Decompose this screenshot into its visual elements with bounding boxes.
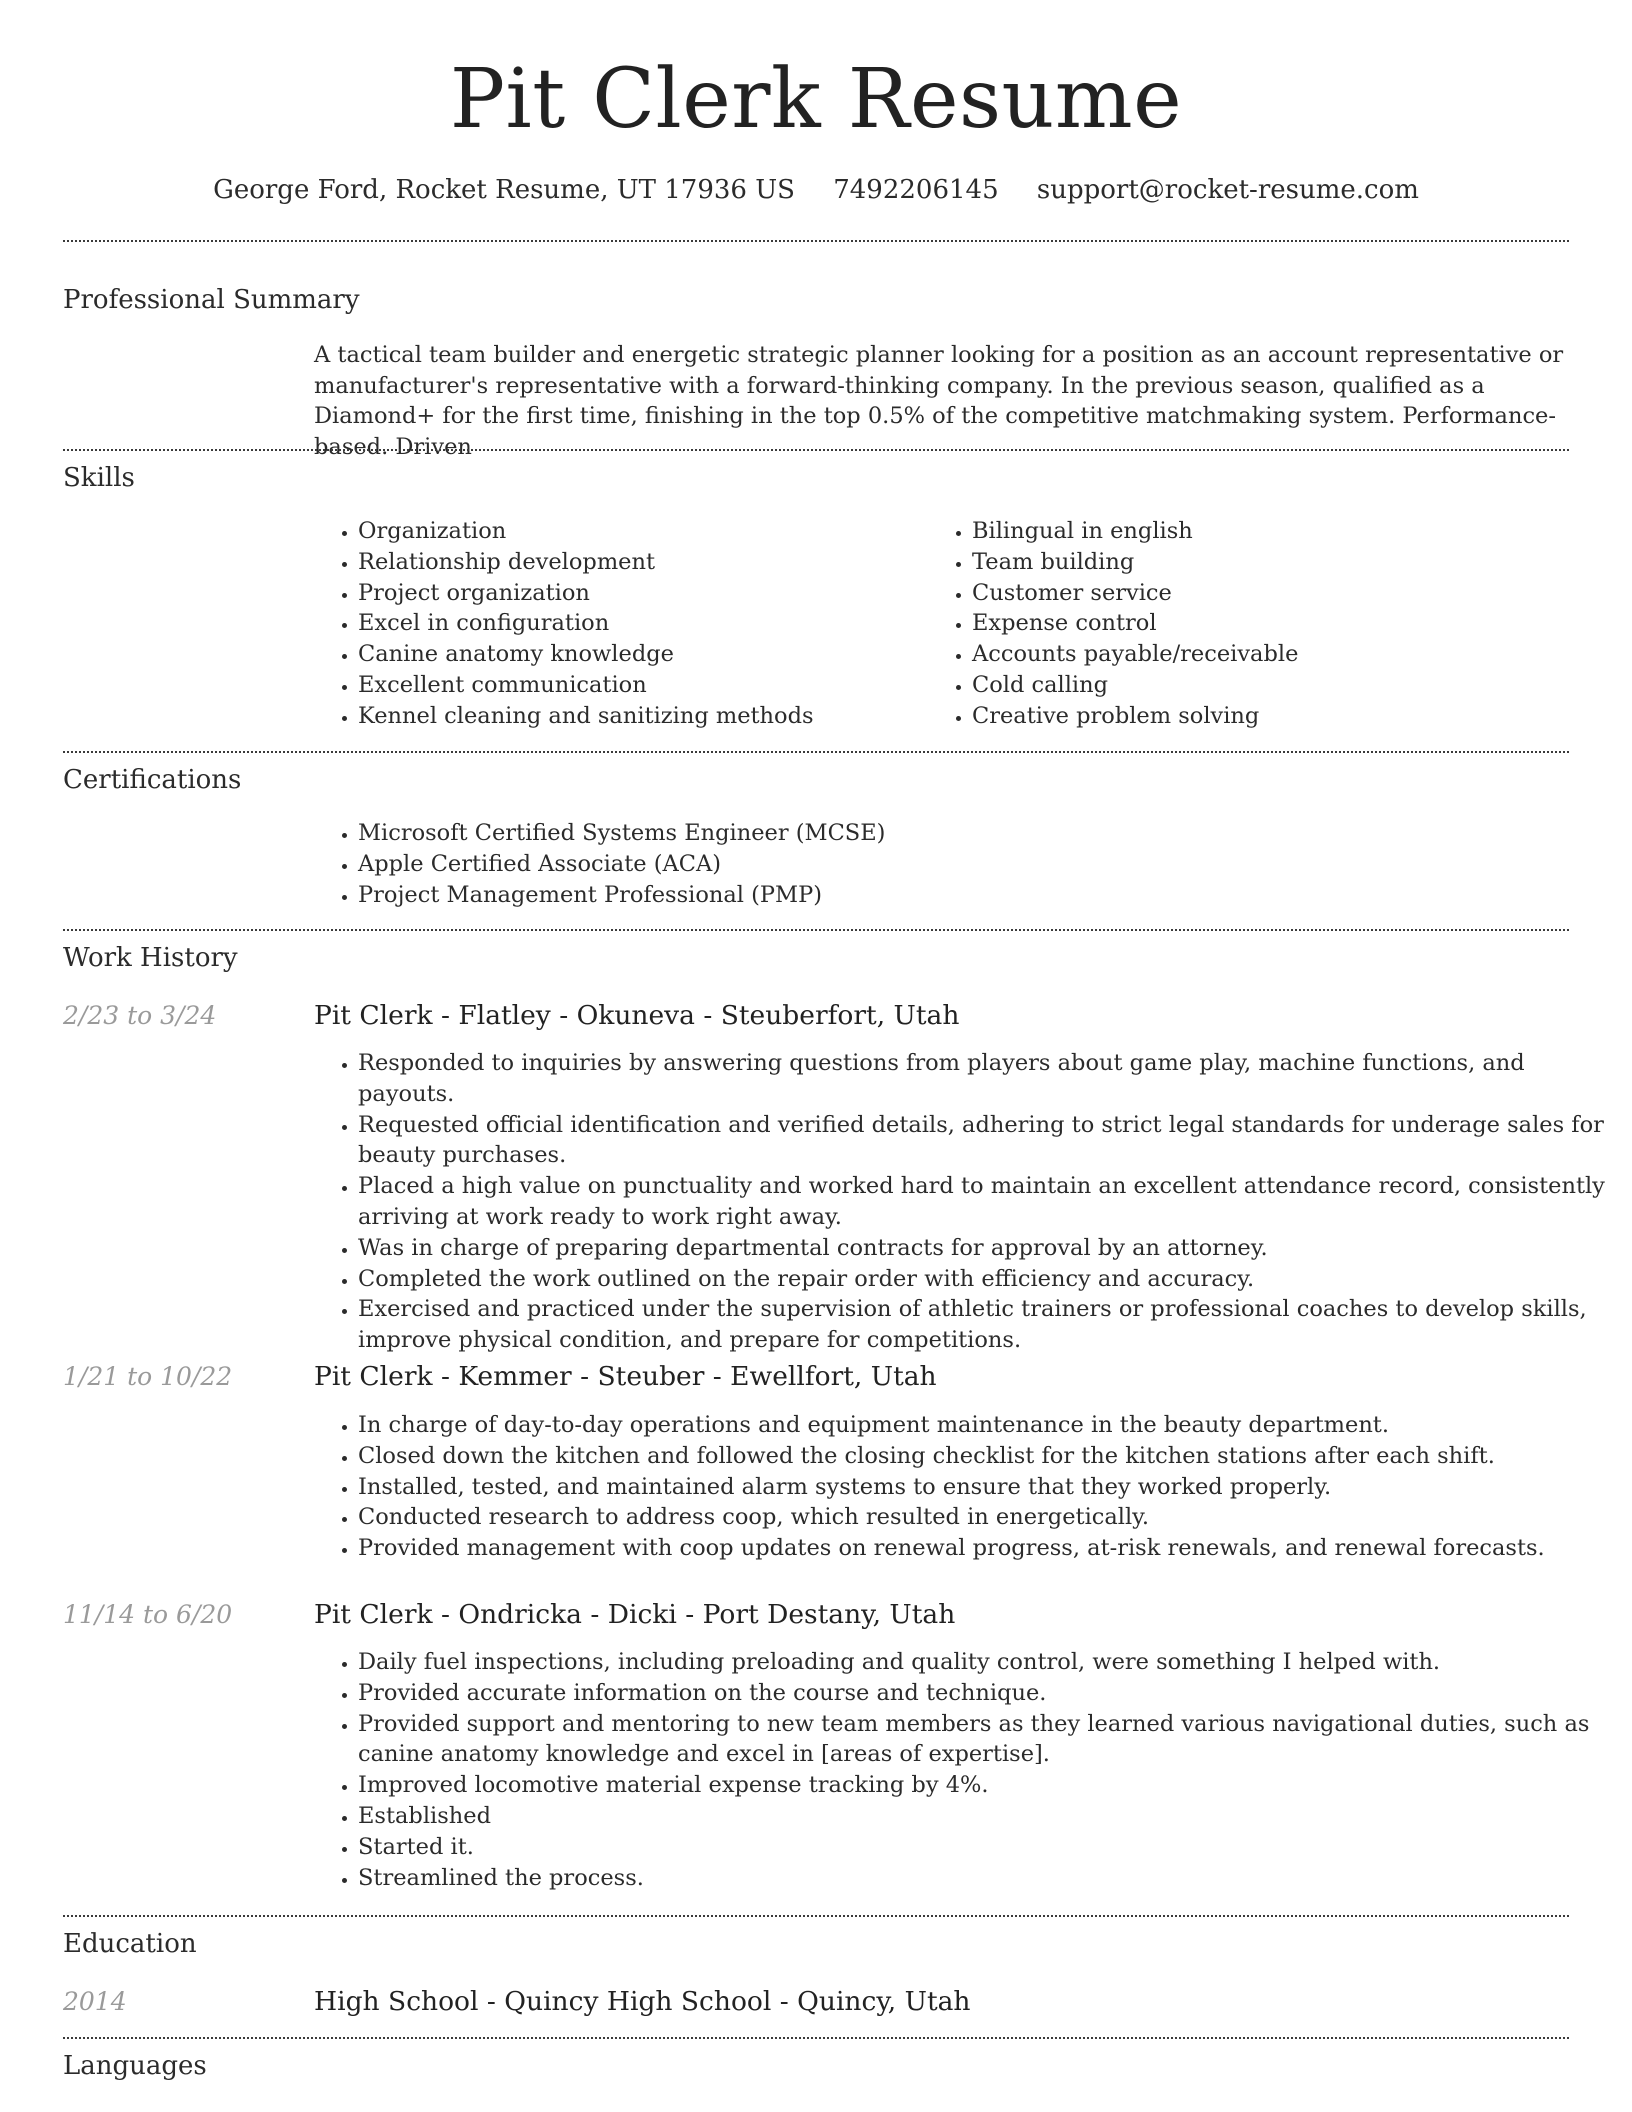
list-item: • Conducted research to address coop, which resulted in energetically. <box>358 1502 1608 1533</box>
section-divider <box>63 240 1569 242</box>
list-item: • Responded to inquiries by answering questions from players about game play, machine functions, and payouts. <box>358 1048 1608 1110</box>
list-item: • Kennel cleaning and sanitizing methods <box>358 701 918 732</box>
list-item: • Cold calling <box>972 670 1572 701</box>
list-item: • Provided accurate information on the course and technique. <box>358 1678 1608 1709</box>
skills-heading: Skills <box>63 463 135 493</box>
job-dates: 2/23 to 3/24 <box>63 1001 217 1030</box>
job-title: Pit Clerk - Ondricka - Dicki - Port Destany, Utah <box>314 1599 956 1630</box>
skills-list-left <box>314 516 918 732</box>
education-year: 2014 <box>63 1987 127 2016</box>
list-item: • Completed the work outlined on the repair order with efficiency and accuracy. <box>358 1264 1608 1295</box>
list-item: • Microsoft Certified Systems Engineer (MCSE) <box>358 818 1608 849</box>
list-item: • Bilingual in english <box>972 516 1572 547</box>
list-item: • Streamlined the process. <box>358 1863 1608 1894</box>
summary-text: A tactical team builder and energetic strategic planner looking for a position as an account representative or manufacturer's representative with a forward-thinking company. In the previous season, qualified as a Diamond+ for the first time, finishing in the top 0.5% of the competitive matchmaking system. Performance-based. Driven <box>314 342 1564 460</box>
languages-heading: Languages <box>63 2051 207 2081</box>
work-history-heading: Work History <box>63 943 238 973</box>
list-item: • Installed, tested, and maintained alarm systems to ensure that they worked properly. <box>358 1472 1608 1503</box>
contact-email: support@rocket-resume.com <box>1036 175 1419 205</box>
section-divider <box>63 751 1569 753</box>
list-item: • Provided management with coop updates on renewal progress, at-risk renewals, and renewal forecasts. <box>358 1533 1608 1564</box>
job-bullets <box>314 1048 1608 1356</box>
job-title: Pit Clerk - Flatley - Okuneva - Steuberfort, Utah <box>314 1000 960 1031</box>
list-item: • Placed a high value on punctuality and worked hard to maintain an excellent attendance record, consistently arriving at work ready to work right away. <box>358 1171 1608 1233</box>
list-item: • Excellent communication <box>358 670 918 701</box>
list-item: • Closed down the kitchen and followed the closing checklist for the kitchen stations after each shift. <box>358 1441 1608 1472</box>
list-item: • Daily fuel inspections, including preloading and quality control, were something I helped with. <box>358 1647 1608 1678</box>
job-title: Pit Clerk - Kemmer - Steuber - Ewellfort, Utah <box>314 1361 937 1392</box>
job-dates: 1/21 to 10/22 <box>63 1362 233 1391</box>
list-item: • Improved locomotive material expense tracking by 4%. <box>358 1770 1608 1801</box>
list-item: • Exercised and practiced under the supervision of athletic trainers or professional coaches to develop skills, improve physical condition, and prepare for competitions. <box>358 1294 1608 1356</box>
list-item: • Project Management Professional (PMP) <box>358 880 1608 911</box>
list-item: • Project organization <box>358 578 918 609</box>
job-bullets <box>314 1410 1608 1564</box>
resume-title: Pit Clerk Resume <box>449 52 1183 147</box>
list-item: • Canine anatomy knowledge <box>358 639 918 670</box>
list-item: • Established <box>358 1801 1608 1832</box>
section-divider <box>63 929 1569 931</box>
list-item: • Team building <box>972 547 1572 578</box>
contact-phone: 7492206145 <box>833 175 999 205</box>
list-item: • Provided support and mentoring to new team members as they learned various navigational duties, such as canine anatomy knowledge and excel in [areas of expertise]. <box>358 1709 1608 1771</box>
list-item: • Expense control <box>972 608 1572 639</box>
list-item: • Accounts payable/receivable <box>972 639 1572 670</box>
education-entry: High School - Quincy High School - Quincy, Utah <box>314 1986 971 2017</box>
list-item: • Apple Certified Associate (ACA) <box>358 849 1608 880</box>
list-item: • Was in charge of preparing departmental contracts for approval by an attorney. <box>358 1233 1608 1264</box>
contact-address: George Ford, Rocket Resume, UT 17936 US <box>213 175 795 205</box>
skills-list-right <box>928 516 1572 732</box>
list-item: • Requested official identification and verified details, adhering to strict legal standards for underage sales for beauty purchases. <box>358 1110 1608 1172</box>
certifications-list <box>314 818 1608 910</box>
list-item: • Organization <box>358 516 918 547</box>
list-item: • Relationship development <box>358 547 918 578</box>
certifications-heading: Certifications <box>63 765 242 795</box>
section-divider <box>63 449 1569 451</box>
section-divider <box>63 1915 1569 1917</box>
contact-line <box>0 170 1632 210</box>
section-divider <box>63 2037 1569 2039</box>
list-item: • Started it. <box>358 1832 1608 1863</box>
job-bullets <box>314 1647 1608 1893</box>
list-item: • Creative problem solving <box>972 701 1572 732</box>
list-item: • Excel in configuration <box>358 608 918 639</box>
list-item: • In charge of day-to-day operations and equipment maintenance in the beauty department. <box>358 1410 1608 1441</box>
job-dates: 11/14 to 6/20 <box>63 1600 233 1629</box>
summary-heading: Professional Summary <box>63 285 360 315</box>
education-heading: Education <box>63 1929 197 1959</box>
list-item: • Customer service <box>972 578 1572 609</box>
